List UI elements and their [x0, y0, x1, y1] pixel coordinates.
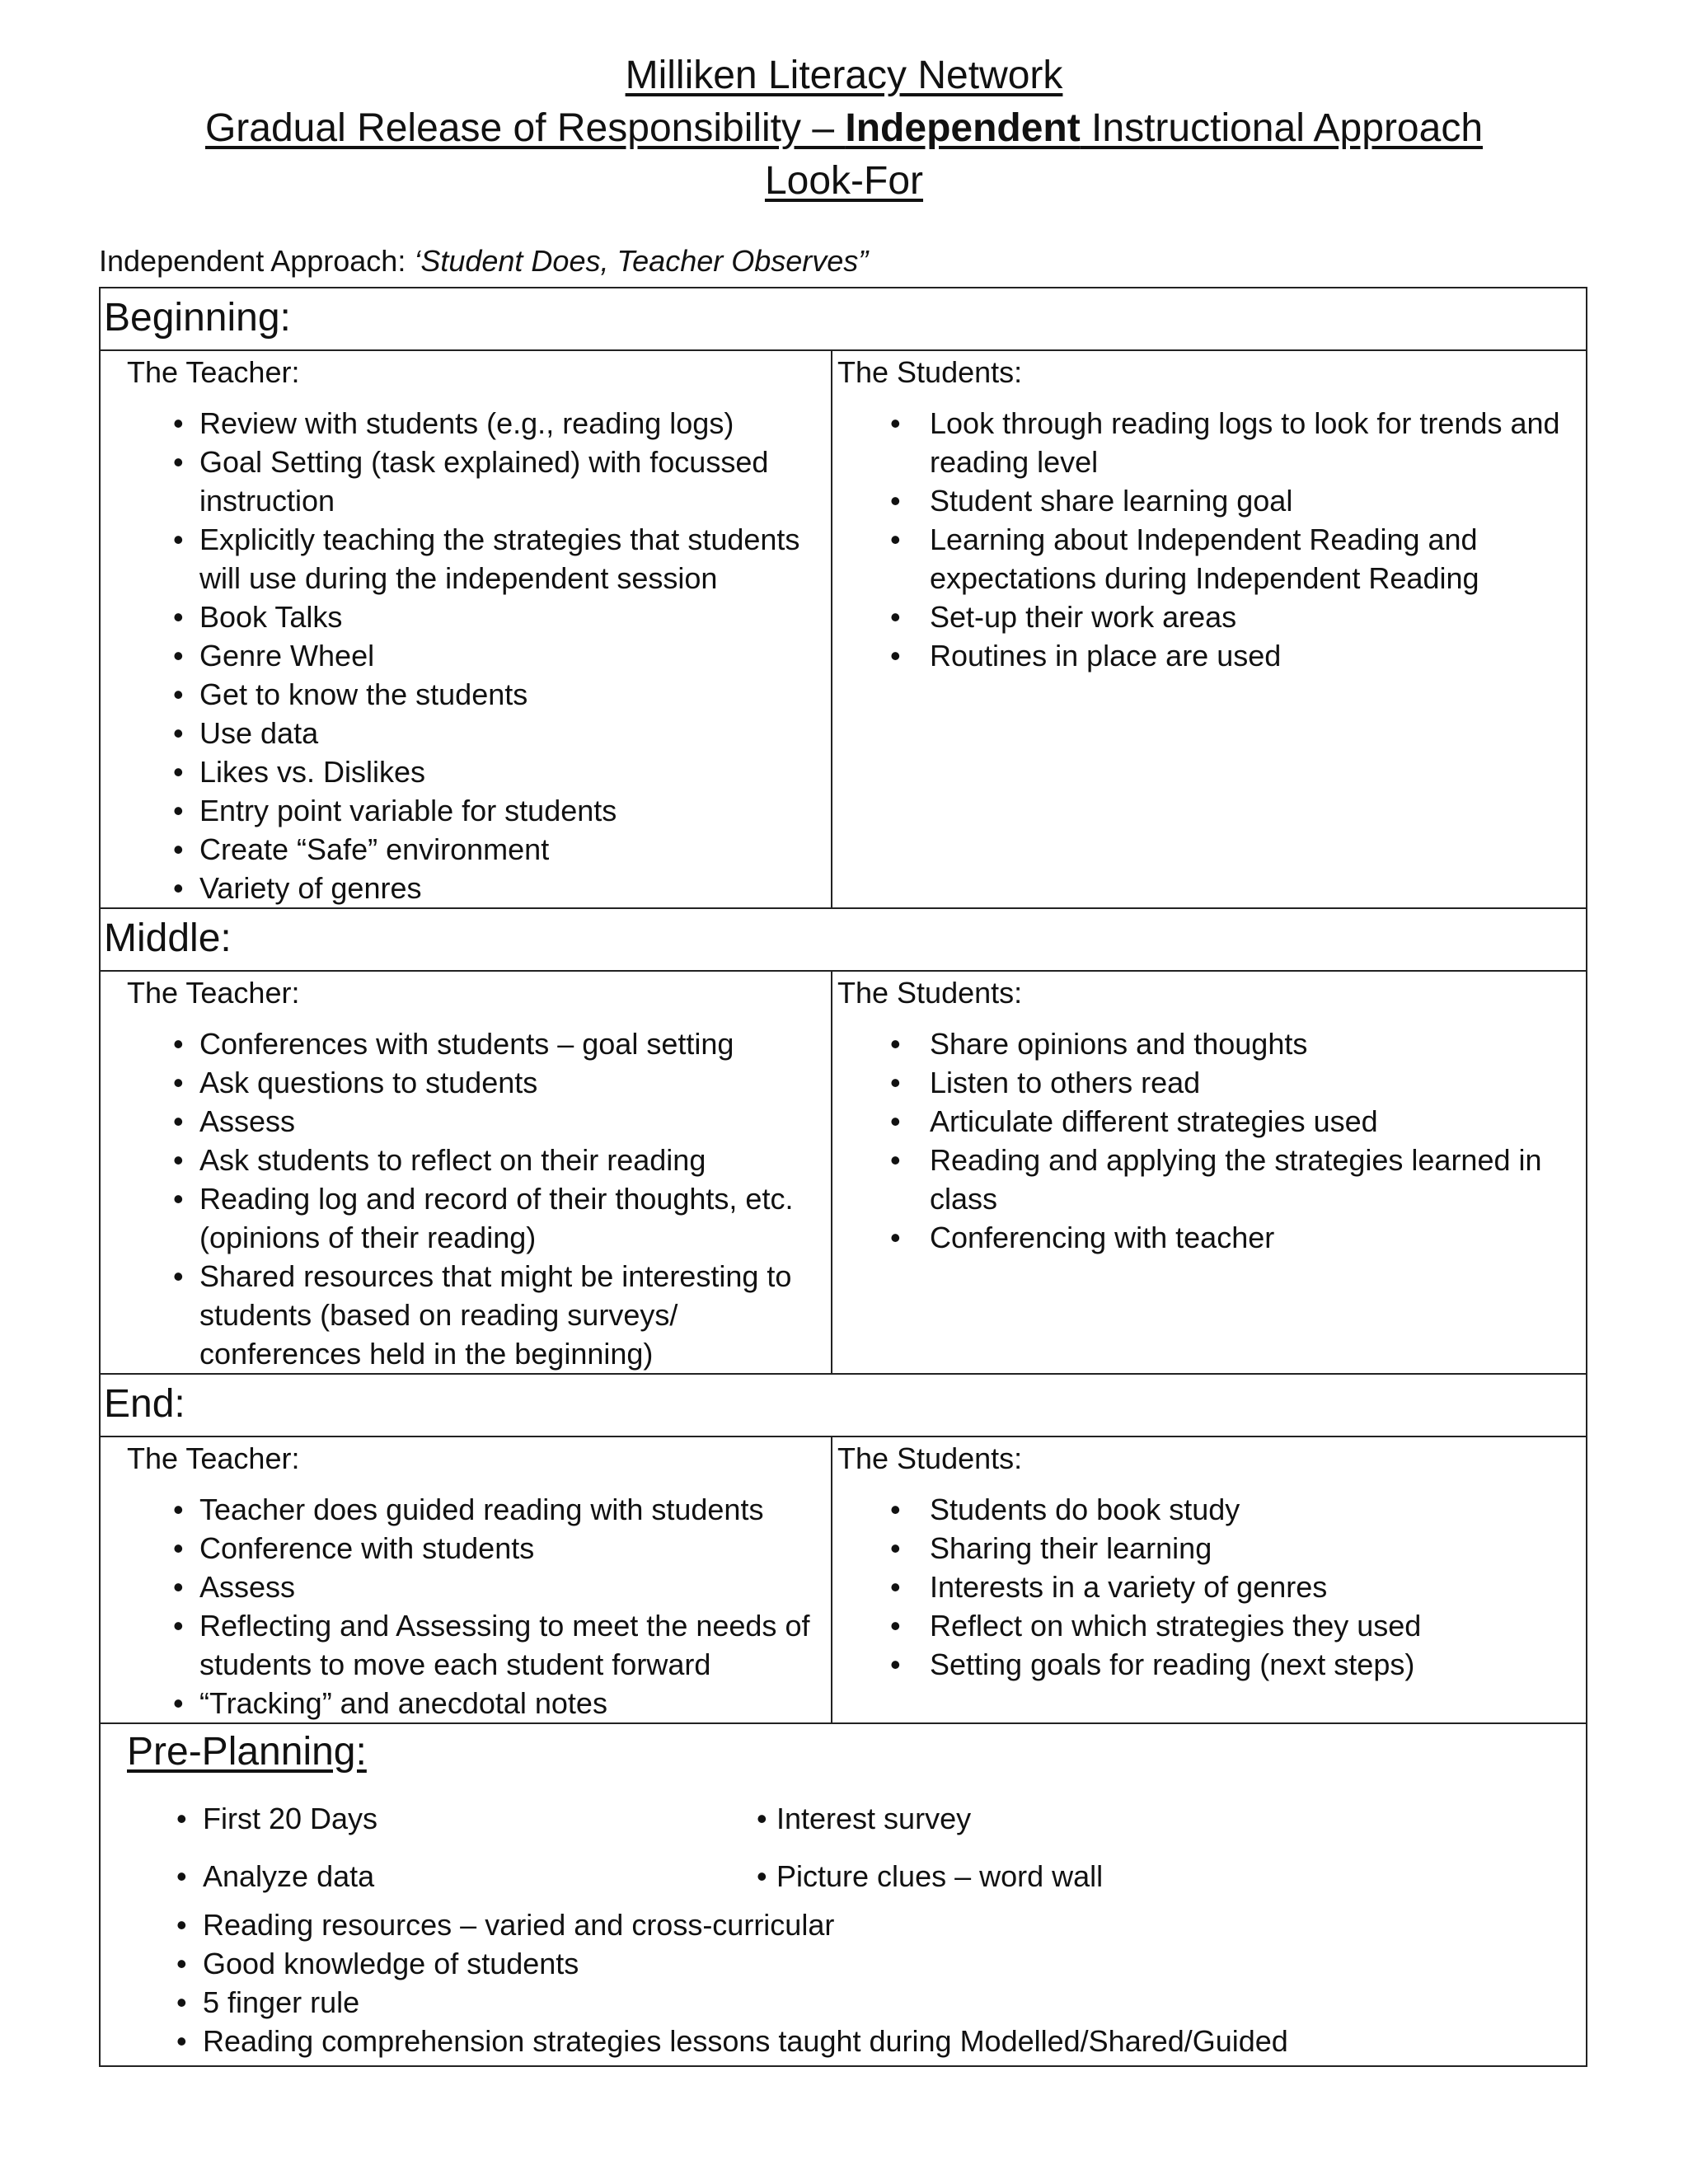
bullet-icon: • — [890, 1609, 901, 1643]
bullet-icon: • — [173, 1531, 184, 1565]
bullet-icon: • — [176, 1985, 187, 2019]
bullet-icon: • — [173, 1104, 184, 1138]
list-item-text: Review with students (e.g., reading logs) — [199, 406, 734, 440]
list-item — [101, 1905, 1586, 1944]
title-line-1: Milliken Literacy Network — [625, 54, 1063, 97]
bullet-icon: • — [173, 1027, 184, 1061]
bullet-icon: • — [176, 1859, 187, 1893]
list-item-text: “Tracking” and anecdotal notes — [199, 1686, 607, 1720]
list-item — [127, 1102, 831, 1141]
list-item-text: Routines in place are used — [930, 639, 1282, 673]
preplanning-list — [101, 1905, 1586, 2060]
bullet-icon: • — [176, 1947, 187, 1980]
list-item — [837, 598, 1586, 636]
bullet-icon: • — [890, 1066, 901, 1099]
preplanning-item-text: Analyze data — [203, 1859, 375, 1893]
teacher-column — [101, 1437, 832, 1722]
list-item-text: Student share learning goal — [930, 484, 1293, 518]
bullet-icon: • — [173, 794, 184, 827]
preplanning-item — [101, 1790, 760, 1848]
list-item-text: Reading log and record of their thoughts, etc. (opinions of their reading) — [199, 1182, 794, 1254]
list-item-text: Genre Wheel — [199, 639, 375, 673]
list-item — [127, 752, 831, 791]
bullet-icon: • — [173, 1066, 184, 1099]
look-for-table — [99, 287, 1587, 2067]
list-item-text: Good knowledge of students — [203, 1947, 579, 1980]
list-item — [837, 1529, 1586, 1568]
teacher-label: The Teacher: — [127, 976, 300, 1010]
list-item-text: Share opinions and thoughts — [930, 1027, 1308, 1061]
bullet-icon: • — [173, 1570, 184, 1604]
bullet-icon: • — [173, 716, 184, 750]
bullet-icon: • — [173, 1609, 184, 1643]
teacher-list — [127, 1490, 831, 1722]
bullet-icon: • — [173, 1686, 184, 1720]
list-item — [127, 830, 831, 869]
list-item — [127, 443, 831, 520]
bullet-icon: • — [890, 1221, 901, 1254]
phase-columns — [101, 1437, 1586, 1722]
list-item — [127, 1257, 831, 1373]
list-item — [127, 1684, 831, 1722]
teacher-column — [101, 972, 832, 1373]
title-line-3: Look-For — [764, 159, 924, 203]
bullet-icon: • — [890, 523, 901, 556]
bullet-icon: • — [176, 2024, 187, 2058]
list-item-text: 5 finger rule — [203, 1985, 360, 2019]
list-item-text: Assess — [199, 1104, 296, 1138]
title-line-2-post: Instructional Approach — [1080, 106, 1484, 150]
bullet-icon: • — [890, 1104, 901, 1138]
bullet-icon: • — [173, 445, 184, 479]
phase-section — [101, 1375, 1586, 1724]
teacher-list — [127, 404, 831, 907]
list-item-text: Reading resources – varied and cross-curricular — [203, 1908, 835, 1942]
list-item-text: Explicitly teaching the strategies that students will use during the independent session — [199, 523, 800, 595]
preplanning-grid — [101, 1790, 1586, 1905]
bullet-icon: • — [890, 1493, 901, 1526]
list-item-text: Use data — [199, 716, 319, 750]
list-item-text: Learning about Independent Reading and expectations during Independent Reading — [930, 523, 1479, 595]
students-list — [837, 404, 1586, 675]
bullet-icon: • — [173, 406, 184, 440]
preplanning-heading: Pre-Planning: — [127, 1730, 367, 1774]
list-item — [101, 2022, 1586, 2060]
students-label: The Students: — [837, 355, 1023, 389]
list-item-text: Ask students to reflect on their reading — [199, 1143, 706, 1177]
list-item — [127, 1568, 831, 1606]
preplanning-item — [757, 1790, 1584, 1848]
students-label: The Students: — [837, 976, 1023, 1010]
list-item — [127, 1529, 831, 1568]
bullet-icon: • — [173, 677, 184, 711]
bullet-icon: • — [173, 1259, 184, 1293]
list-item — [127, 1024, 831, 1063]
list-item — [127, 714, 831, 752]
list-item-text: Set-up their work areas — [930, 600, 1237, 634]
approach-intro — [99, 244, 868, 279]
list-item-text: Reading comprehension strategies lessons taught during Modelled/Shared/Guided — [203, 2024, 1288, 2058]
list-item — [127, 636, 831, 675]
bullet-icon: • — [890, 484, 901, 518]
bullet-icon: • — [890, 1027, 901, 1061]
bullet-icon: • — [890, 600, 901, 634]
bullet-icon: • — [890, 1570, 901, 1604]
teacher-label: The Teacher: — [127, 355, 300, 389]
list-item — [127, 520, 831, 598]
students-label: The Students: — [837, 1441, 1023, 1475]
list-item — [837, 1063, 1586, 1102]
list-item — [127, 791, 831, 830]
bullet-icon: • — [173, 755, 184, 789]
bullet-icon: • — [173, 871, 184, 905]
list-item-text: Conferences with students – goal setting — [199, 1027, 734, 1061]
bullet-icon: • — [173, 1143, 184, 1177]
students-column — [832, 972, 1586, 1373]
phase-columns — [101, 972, 1586, 1373]
list-item — [837, 636, 1586, 675]
list-item — [837, 1141, 1586, 1218]
teacher-column — [101, 351, 832, 907]
list-item-text: Articulate different strategies used — [930, 1104, 1378, 1138]
document-title — [0, 49, 1688, 208]
phase-section — [101, 288, 1586, 909]
list-item-text: Setting goals for reading (next steps) — [930, 1647, 1415, 1681]
phase-section — [101, 909, 1586, 1375]
list-item — [837, 1102, 1586, 1141]
teacher-label: The Teacher: — [127, 1441, 300, 1475]
list-item — [127, 1141, 831, 1179]
list-item-text: Entry point variable for students — [199, 794, 617, 827]
list-item-text: Look through reading logs to look for trends and reading level — [930, 406, 1560, 479]
list-item — [127, 1606, 831, 1684]
list-item — [127, 1179, 831, 1257]
intro-quote: ‘Student Does, Teacher Observes” — [414, 244, 869, 278]
bullet-icon: • — [173, 1182, 184, 1216]
list-item-text: Assess — [199, 1570, 296, 1604]
list-item — [127, 1490, 831, 1529]
list-item-text: Listen to others read — [930, 1066, 1201, 1099]
bullet-icon: • — [173, 600, 184, 634]
list-item-text: Conference with students — [199, 1531, 535, 1565]
preplanning-item — [757, 1848, 1584, 1905]
list-item — [127, 869, 831, 907]
list-item — [127, 404, 831, 443]
bullet-icon: • — [890, 639, 901, 673]
list-item — [837, 1568, 1586, 1606]
preplanning-item-text: Picture clues – word wall — [776, 1859, 1104, 1893]
list-item-text: Goal Setting (task explained) with focussed instruction — [199, 445, 769, 518]
preplanning-item — [101, 1848, 760, 1905]
list-item-text: Reflecting and Assessing to meet the needs of students to move each student forward — [199, 1609, 810, 1681]
title-line-2 — [0, 102, 1688, 155]
list-item-text: Teacher does guided reading with students — [199, 1493, 764, 1526]
students-column — [832, 1437, 1586, 1722]
students-column — [832, 351, 1586, 907]
list-item-text: Create “Safe” environment — [199, 832, 550, 866]
bullet-icon: • — [176, 1802, 187, 1835]
bullet-icon: • — [757, 1802, 767, 1835]
list-item-text: Likes vs. Dislikes — [199, 755, 426, 789]
bullet-icon: • — [173, 639, 184, 673]
bullet-icon: • — [173, 1493, 184, 1526]
list-item — [837, 1490, 1586, 1529]
bullet-icon: • — [173, 523, 184, 556]
bullet-icon: • — [890, 1143, 901, 1177]
teacher-list — [127, 1024, 831, 1373]
bullet-icon: • — [176, 1908, 187, 1942]
list-item-text: Students do book study — [930, 1493, 1240, 1526]
preplanning-item-text: Interest survey — [776, 1802, 972, 1835]
intro-label: Independent Approach: — [99, 244, 415, 278]
list-item-text: Book Talks — [199, 600, 343, 634]
bullet-icon: • — [890, 406, 901, 440]
title-line-2-pre: Gradual Release of Responsibility – — [204, 106, 846, 150]
title-line-2-bold: Independent — [845, 106, 1081, 150]
list-item — [127, 675, 831, 714]
phase-columns — [101, 351, 1586, 907]
list-item — [837, 481, 1586, 520]
list-item-text: Conferencing with teacher — [930, 1221, 1275, 1254]
bullet-icon: • — [890, 1647, 901, 1681]
list-item — [127, 1063, 831, 1102]
list-item-text: Shared resources that might be interesting to students (based on reading surveys/ conferences held in the beginning) — [199, 1259, 792, 1371]
bullet-icon: • — [890, 1531, 901, 1565]
list-item — [837, 404, 1586, 481]
bullet-icon: • — [173, 832, 184, 866]
list-item-text: Reading and applying the strategies learned in class — [930, 1143, 1542, 1216]
list-item — [101, 1983, 1586, 2022]
list-item-text: Get to know the students — [199, 677, 528, 711]
list-item-text: Interests in a variety of genres — [930, 1570, 1328, 1604]
list-item — [837, 1645, 1586, 1684]
bullet-icon: • — [757, 1859, 767, 1893]
list-item — [837, 1218, 1586, 1257]
list-item — [837, 520, 1586, 598]
phase-heading: End: — [101, 1375, 1586, 1437]
list-item — [101, 1944, 1586, 1983]
preplanning-item-text: First 20 Days — [203, 1802, 378, 1835]
list-item-text: Variety of genres — [199, 871, 422, 905]
preplanning-section — [101, 1724, 1586, 2065]
list-item-text: Reflect on which strategies they used — [930, 1609, 1422, 1643]
list-item — [837, 1606, 1586, 1645]
list-item — [837, 1024, 1586, 1063]
students-list — [837, 1024, 1586, 1257]
phase-heading: Beginning: — [101, 288, 1586, 351]
students-list — [837, 1490, 1586, 1684]
list-item-text: Sharing their learning — [930, 1531, 1212, 1565]
list-item — [127, 598, 831, 636]
list-item-text: Ask questions to students — [199, 1066, 538, 1099]
phase-heading: Middle: — [101, 909, 1586, 972]
